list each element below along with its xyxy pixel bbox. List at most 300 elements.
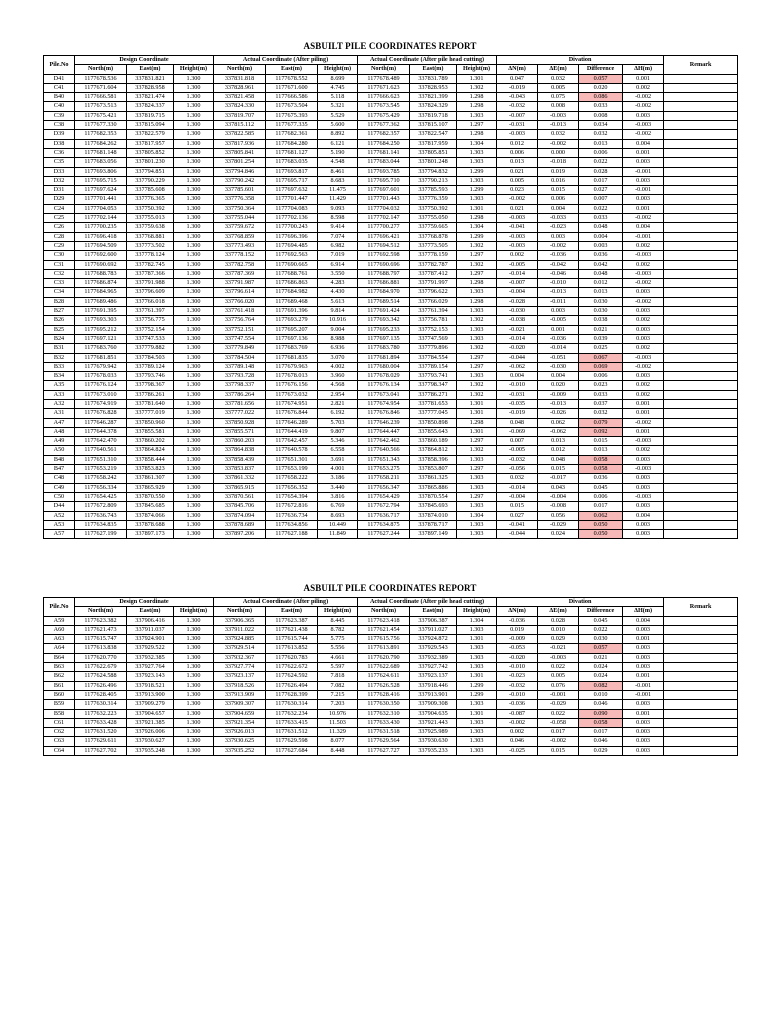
cell-cut-north: 1177696.421 bbox=[358, 232, 410, 241]
cell-cut-east: 337794.832 bbox=[410, 167, 457, 176]
cell-pile-no: C30 bbox=[44, 251, 75, 260]
cell-actual-east: 1177704.083 bbox=[266, 204, 318, 213]
cell-design-north: 1177689.486 bbox=[75, 297, 127, 306]
cell-remark bbox=[664, 437, 738, 446]
cell-delta-h: 0.004 bbox=[623, 511, 664, 520]
cell-actual-height: 5.600 bbox=[318, 121, 358, 130]
header-deviation: Divation bbox=[497, 598, 664, 607]
cell-cut-east: 337761.394 bbox=[410, 307, 457, 316]
cell-difference: 0.012 bbox=[579, 279, 623, 288]
cell-actual-height: 8.892 bbox=[318, 130, 358, 139]
cell-actual-east: 1177682.361 bbox=[266, 130, 318, 139]
cell-cut-north: 1177621.454 bbox=[358, 625, 410, 634]
pile-coordinates-table-2 bbox=[43, 597, 738, 756]
cell-pile-no: C62 bbox=[44, 728, 75, 737]
cell-actual-height: 3.070 bbox=[318, 353, 358, 362]
cell-cut-east: 337747.569 bbox=[410, 334, 457, 343]
cell-delta-e: -0.005 bbox=[538, 316, 579, 325]
cell-remark bbox=[664, 148, 738, 157]
cell-remark bbox=[664, 427, 738, 436]
cell-delta-h: -0.002 bbox=[623, 418, 664, 427]
cell-design-east: 337850.960 bbox=[127, 418, 174, 427]
header-delta-h: ΔH(m) bbox=[623, 607, 664, 616]
cell-difference: 0.062 bbox=[579, 511, 623, 520]
cell-design-height: 1.300 bbox=[174, 288, 214, 297]
cell-delta-n: 0.019 bbox=[497, 625, 538, 634]
cell-delta-h: 0.003 bbox=[623, 158, 664, 167]
cell-design-height: 1.300 bbox=[174, 214, 214, 223]
table-row bbox=[44, 737, 738, 746]
table-row bbox=[44, 446, 738, 455]
cell-actual-north: 337790.242 bbox=[214, 176, 266, 185]
cell-pile-no: C33 bbox=[44, 279, 75, 288]
cell-design-east: 337858.444 bbox=[127, 455, 174, 464]
table-row bbox=[44, 297, 738, 306]
cell-delta-h: 0.001 bbox=[623, 204, 664, 213]
cell-delta-n: -0.009 bbox=[497, 635, 538, 644]
table-row bbox=[44, 718, 738, 727]
cell-cut-east: 337821.399 bbox=[410, 93, 457, 102]
cell-cut-east: 337858.396 bbox=[410, 455, 457, 464]
cell-remark bbox=[664, 455, 738, 464]
cell-delta-h: 0.001 bbox=[623, 635, 664, 644]
table-row bbox=[44, 663, 738, 672]
cell-actual-east: 1177666.586 bbox=[266, 93, 318, 102]
cell-delta-n: 0.004 bbox=[497, 372, 538, 381]
cell-delta-h: 0.003 bbox=[623, 700, 664, 709]
cell-cut-north: 1177682.357 bbox=[358, 130, 410, 139]
cell-design-height: 1.300 bbox=[174, 635, 214, 644]
cell-design-height: 1.300 bbox=[174, 465, 214, 474]
cell-actual-east: 1177677.335 bbox=[266, 121, 318, 130]
cell-design-north: 1177653.219 bbox=[75, 465, 127, 474]
cell-cut-north: 1177697.601 bbox=[358, 186, 410, 195]
cell-delta-h: -0.002 bbox=[623, 362, 664, 371]
cell-actual-north: 337923.137 bbox=[214, 672, 266, 681]
cell-design-east: 337801.230 bbox=[127, 158, 174, 167]
cell-cut-east: 337906.387 bbox=[410, 616, 457, 625]
cell-pile-no: C29 bbox=[44, 241, 75, 250]
cell-remark bbox=[664, 279, 738, 288]
table-row bbox=[44, 728, 738, 737]
cell-delta-e: 0.048 bbox=[538, 455, 579, 464]
cell-design-north: 1177671.604 bbox=[75, 83, 127, 92]
cell-actual-east: 1177681.835 bbox=[266, 353, 318, 362]
cell-cut-east: 337932.389 bbox=[410, 653, 457, 662]
header-remark: Remark bbox=[664, 56, 738, 75]
cell-remark bbox=[664, 653, 738, 662]
cell-actual-east: 1177644.419 bbox=[266, 427, 318, 436]
cell-difference: 0.057 bbox=[579, 644, 623, 653]
cell-design-north: 1177700.235 bbox=[75, 223, 127, 232]
cell-cut-height: 1.297 bbox=[457, 492, 497, 501]
cell-delta-n: 0.047 bbox=[497, 74, 538, 83]
cell-cut-east: 337778.159 bbox=[410, 251, 457, 260]
cell-cut-height: 1.304 bbox=[457, 223, 497, 232]
cell-cut-height: 1.303 bbox=[457, 700, 497, 709]
table-row bbox=[44, 214, 738, 223]
cell-cut-east: 337929.543 bbox=[410, 644, 457, 653]
cell-design-height: 1.300 bbox=[174, 409, 214, 418]
cell-delta-h: 0.001 bbox=[623, 427, 664, 436]
cell-delta-n: -0.021 bbox=[497, 325, 538, 334]
table-row bbox=[44, 502, 738, 511]
cell-delta-n: 0.007 bbox=[497, 437, 538, 446]
cell-design-height: 1.300 bbox=[174, 362, 214, 371]
cell-cut-east: 337870.554 bbox=[410, 492, 457, 501]
cell-delta-e: 0.016 bbox=[538, 176, 579, 185]
cell-cut-height: 1.303 bbox=[457, 372, 497, 381]
table-row bbox=[44, 121, 738, 130]
cell-delta-h: -0.002 bbox=[623, 279, 664, 288]
cell-design-east: 337787.366 bbox=[127, 269, 174, 278]
cell-pile-no: A63 bbox=[44, 635, 75, 644]
cell-cut-north: 1177683.044 bbox=[358, 158, 410, 167]
cell-actual-north: 337913.909 bbox=[214, 690, 266, 699]
cell-cut-height: 1.302 bbox=[457, 316, 497, 325]
cell-pile-no: C41 bbox=[44, 83, 75, 92]
cell-pile-no: B27 bbox=[44, 307, 75, 316]
cell-design-north: 1177684.965 bbox=[75, 288, 127, 297]
table-row bbox=[44, 102, 738, 111]
cell-difference: 0.007 bbox=[579, 195, 623, 204]
cell-delta-h: 0.003 bbox=[623, 737, 664, 746]
cell-cut-north: 1177631.518 bbox=[358, 728, 410, 737]
cell-cut-north: 1177683.780 bbox=[358, 344, 410, 353]
cell-difference: 0.036 bbox=[579, 474, 623, 483]
table-row bbox=[44, 746, 738, 755]
cell-design-east: 337926.006 bbox=[127, 728, 174, 737]
cell-cut-height: 1.303 bbox=[457, 148, 497, 157]
cell-actual-height: 11.503 bbox=[318, 718, 358, 727]
cell-pile-no: A64 bbox=[44, 644, 75, 653]
cell-design-east: 337790.229 bbox=[127, 176, 174, 185]
cell-remark bbox=[664, 483, 738, 492]
cell-design-north: 1177695.212 bbox=[75, 325, 127, 334]
cell-design-north: 1177631.520 bbox=[75, 728, 127, 737]
cell-actual-height: 5.775 bbox=[318, 635, 358, 644]
cell-cut-height: 1.297 bbox=[457, 269, 497, 278]
cell-delta-n: -0.004 bbox=[497, 288, 538, 297]
header-design-coordinate: Design Coordinate bbox=[75, 598, 214, 607]
cell-delta-e: -0.003 bbox=[538, 111, 579, 120]
cell-remark bbox=[664, 418, 738, 427]
header-pile-no: Pile.No bbox=[44, 56, 75, 75]
cell-remark bbox=[664, 176, 738, 185]
cell-cut-east: 337913.901 bbox=[410, 690, 457, 699]
cell-delta-e: 0.062 bbox=[538, 418, 579, 427]
cell-cut-east: 337918.446 bbox=[410, 681, 457, 690]
cell-cut-height: 1.298 bbox=[457, 102, 497, 111]
cell-delta-e: 0.020 bbox=[538, 381, 579, 390]
cell-design-east: 337776.365 bbox=[127, 195, 174, 204]
cell-delta-n: 0.012 bbox=[497, 139, 538, 148]
cell-actual-east: 1177692.563 bbox=[266, 251, 318, 260]
cell-delta-e: -0.013 bbox=[538, 121, 579, 130]
cell-actual-east: 1177656.352 bbox=[266, 483, 318, 492]
cell-cut-north: 1177629.564 bbox=[358, 737, 410, 746]
cell-design-height: 1.300 bbox=[174, 492, 214, 501]
cell-design-height: 1.300 bbox=[174, 709, 214, 718]
cell-cut-east: 337911.027 bbox=[410, 625, 457, 634]
cell-delta-n: 0.005 bbox=[497, 176, 538, 185]
cell-delta-n: -0.007 bbox=[497, 279, 538, 288]
cell-cut-height: 1.301 bbox=[457, 635, 497, 644]
cell-actual-height: 11.429 bbox=[318, 195, 358, 204]
cell-remark bbox=[664, 372, 738, 381]
cell-design-north: 1177693.806 bbox=[75, 167, 127, 176]
cell-design-east: 337817.957 bbox=[127, 139, 174, 148]
cell-pile-no: A33 bbox=[44, 390, 75, 399]
cell-delta-h: -0.003 bbox=[623, 465, 664, 474]
cell-pile-no: B64 bbox=[44, 653, 75, 662]
cell-cut-height: 1.303 bbox=[457, 195, 497, 204]
cell-actual-east: 1177678.013 bbox=[266, 372, 318, 381]
cell-pile-no: C64 bbox=[44, 746, 75, 755]
cell-delta-e: 0.022 bbox=[538, 663, 579, 672]
cell-actual-north: 337784.504 bbox=[214, 353, 266, 362]
cell-design-east: 337924.901 bbox=[127, 635, 174, 644]
cell-actual-east: 1177636.734 bbox=[266, 511, 318, 520]
cell-actual-height: 6.121 bbox=[318, 139, 358, 148]
cell-remark bbox=[664, 241, 738, 250]
cell-cut-height: 1.304 bbox=[457, 139, 497, 148]
cell-actual-east: 1177673.504 bbox=[266, 102, 318, 111]
cell-design-east: 337855.581 bbox=[127, 427, 174, 436]
cell-actual-north: 337878.689 bbox=[214, 520, 266, 529]
cell-delta-n: 0.006 bbox=[497, 148, 538, 157]
cell-pile-no: C34 bbox=[44, 288, 75, 297]
cell-delta-h: 0.003 bbox=[623, 663, 664, 672]
cell-delta-e: -0.013 bbox=[538, 399, 579, 408]
cell-actual-height: 7.203 bbox=[318, 700, 358, 709]
cell-delta-n: -0.053 bbox=[497, 644, 538, 653]
cell-delta-n: -0.010 bbox=[497, 690, 538, 699]
cell-cut-east: 337935.233 bbox=[410, 746, 457, 755]
cell-delta-e: -0.046 bbox=[538, 269, 579, 278]
cell-cut-north: 1177676.134 bbox=[358, 381, 410, 390]
table-row bbox=[44, 251, 738, 260]
cell-cut-height: 1.297 bbox=[457, 362, 497, 371]
cell-design-east: 337860.202 bbox=[127, 437, 174, 446]
cell-actual-height: 4.430 bbox=[318, 288, 358, 297]
cell-actual-height: 5.703 bbox=[318, 418, 358, 427]
cell-cut-east: 337777.045 bbox=[410, 409, 457, 418]
cell-delta-e: 0.003 bbox=[538, 307, 579, 316]
table-row bbox=[44, 465, 738, 474]
cell-actual-east: 1177693.279 bbox=[266, 316, 318, 325]
cell-pile-no: A47 bbox=[44, 418, 75, 427]
cell-design-east: 337789.124 bbox=[127, 362, 174, 371]
table-row bbox=[44, 520, 738, 529]
cell-actual-north: 337796.614 bbox=[214, 288, 266, 297]
cell-design-east: 337935.248 bbox=[127, 746, 174, 755]
cell-remark bbox=[664, 204, 738, 213]
cell-delta-e: 0.005 bbox=[538, 672, 579, 681]
header-design-height: Height(m) bbox=[174, 607, 214, 616]
cell-design-north: 1177628.405 bbox=[75, 690, 127, 699]
cell-pile-no: A35 bbox=[44, 381, 75, 390]
cell-delta-h: 0.004 bbox=[623, 223, 664, 232]
cell-delta-e: -0.009 bbox=[538, 390, 579, 399]
cell-design-north: 1177656.334 bbox=[75, 483, 127, 492]
cell-design-east: 337815.094 bbox=[127, 121, 174, 130]
cell-delta-n: 0.032 bbox=[497, 474, 538, 483]
cell-pile-no: B60 bbox=[44, 690, 75, 699]
cell-cut-east: 337824.329 bbox=[410, 102, 457, 111]
cell-pile-no: B61 bbox=[44, 681, 75, 690]
cell-actual-north: 337909.307 bbox=[214, 700, 266, 709]
header-difference: Difference bbox=[579, 65, 623, 74]
cell-pile-no: B40 bbox=[44, 93, 75, 102]
cell-difference: 0.034 bbox=[579, 121, 623, 130]
cell-design-north: 1177677.330 bbox=[75, 121, 127, 130]
header-cut-height: Height(m) bbox=[457, 65, 497, 74]
cell-design-east: 337782.745 bbox=[127, 260, 174, 269]
cell-delta-h: -0.003 bbox=[623, 251, 664, 260]
cell-actual-east: 1177683.769 bbox=[266, 344, 318, 353]
table-row bbox=[44, 381, 738, 390]
report-title: ASBUILT PILE COORDINATES REPORT bbox=[303, 583, 477, 593]
cell-cut-height: 1.303 bbox=[457, 663, 497, 672]
cell-cut-east: 337793.741 bbox=[410, 372, 457, 381]
cell-actual-east: 1177679.963 bbox=[266, 362, 318, 371]
table-row bbox=[44, 158, 738, 167]
cell-pile-no: B32 bbox=[44, 353, 75, 362]
cell-delta-e: -0.058 bbox=[538, 718, 579, 727]
cell-delta-h: 0.002 bbox=[623, 446, 664, 455]
cell-actual-height: 10.916 bbox=[318, 316, 358, 325]
cell-cut-east: 337924.872 bbox=[410, 635, 457, 644]
cell-actual-north: 337750.364 bbox=[214, 204, 266, 213]
cell-design-north: 1177675.421 bbox=[75, 111, 127, 120]
cell-actual-north: 337831.818 bbox=[214, 74, 266, 83]
cell-delta-h: 0.001 bbox=[623, 148, 664, 157]
cell-cut-north: 1177627.244 bbox=[358, 530, 410, 539]
cell-design-height: 1.300 bbox=[174, 195, 214, 204]
cell-cut-north: 1177692.598 bbox=[358, 251, 410, 260]
cell-actual-north: 337853.837 bbox=[214, 465, 266, 474]
cell-cut-north: 1177676.846 bbox=[358, 409, 410, 418]
cell-design-east: 337904.657 bbox=[127, 709, 174, 718]
cell-delta-h: 0.003 bbox=[623, 474, 664, 483]
cell-design-height: 1.300 bbox=[174, 502, 214, 511]
cell-actual-east: 1177702.136 bbox=[266, 214, 318, 223]
header-design-coordinate: Design Coordinate bbox=[75, 56, 214, 65]
header-cut-height: Height(m) bbox=[457, 607, 497, 616]
cell-actual-height: 6.936 bbox=[318, 344, 358, 353]
cell-cut-height: 1.303 bbox=[457, 307, 497, 316]
cell-design-east: 337821.474 bbox=[127, 93, 174, 102]
cell-difference: 0.027 bbox=[579, 186, 623, 195]
cell-cut-north: 1177695.233 bbox=[358, 325, 410, 334]
cell-cut-east: 337904.635 bbox=[410, 709, 457, 718]
cell-remark bbox=[664, 121, 738, 130]
cell-actual-height: 6.914 bbox=[318, 260, 358, 269]
cell-difference: 0.020 bbox=[579, 83, 623, 92]
cell-design-east: 337759.638 bbox=[127, 223, 174, 232]
cell-actual-north: 337773.493 bbox=[214, 241, 266, 250]
cell-delta-e: -0.003 bbox=[538, 653, 579, 662]
cell-actual-height: 4.548 bbox=[318, 158, 358, 167]
cell-delta-n: -0.032 bbox=[497, 681, 538, 690]
cell-cut-north: 1177691.424 bbox=[358, 307, 410, 316]
cell-design-north: 1177630.314 bbox=[75, 700, 127, 709]
cell-cut-north: 1177622.689 bbox=[358, 663, 410, 672]
cell-design-height: 1.300 bbox=[174, 483, 214, 492]
table-row bbox=[44, 625, 738, 634]
cell-delta-h: 0.001 bbox=[623, 399, 664, 408]
cell-delta-e: -0.021 bbox=[538, 644, 579, 653]
table-row bbox=[44, 681, 738, 690]
cell-actual-north: 337904.659 bbox=[214, 709, 266, 718]
cell-design-east: 337828.958 bbox=[127, 83, 174, 92]
cell-cut-north: 1177666.623 bbox=[358, 93, 410, 102]
cell-pile-no: C48 bbox=[44, 474, 75, 483]
header-delta-e: ΔE(m) bbox=[538, 607, 579, 616]
cell-actual-north: 337759.672 bbox=[214, 223, 266, 232]
cell-delta-h: 0.003 bbox=[623, 728, 664, 737]
cell-design-east: 337874.066 bbox=[127, 511, 174, 520]
cell-actual-height: 6.982 bbox=[318, 241, 358, 250]
cell-difference: 0.058 bbox=[579, 465, 623, 474]
table-row bbox=[44, 455, 738, 464]
cell-difference: 0.022 bbox=[579, 625, 623, 634]
cell-cut-north: 1177684.970 bbox=[358, 288, 410, 297]
cell-cut-height: 1.302 bbox=[457, 390, 497, 399]
cell-actual-east: 1177684.982 bbox=[266, 288, 318, 297]
cell-delta-h: 0.003 bbox=[623, 288, 664, 297]
cell-design-east: 337752.154 bbox=[127, 325, 174, 334]
cell-design-north: 1177683.760 bbox=[75, 344, 127, 353]
cell-pile-no: D33 bbox=[44, 167, 75, 176]
cell-actual-east: 1177697.632 bbox=[266, 186, 318, 195]
cell-delta-e: 0.028 bbox=[538, 616, 579, 625]
cell-delta-n: -0.007 bbox=[497, 111, 538, 120]
cell-design-height: 1.300 bbox=[174, 455, 214, 464]
cell-actual-height: 3.550 bbox=[318, 269, 358, 278]
cell-delta-n: -0.087 bbox=[497, 709, 538, 718]
cell-cut-east: 337909.308 bbox=[410, 700, 457, 709]
cell-delta-n: -0.056 bbox=[497, 465, 538, 474]
cell-cut-north: 1177613.891 bbox=[358, 644, 410, 653]
cell-cut-east: 337819.718 bbox=[410, 111, 457, 120]
cell-delta-n: -0.014 bbox=[497, 334, 538, 343]
cell-design-north: 1177688.783 bbox=[75, 269, 127, 278]
cell-delta-e: -0.036 bbox=[538, 334, 579, 343]
cell-design-east: 337777.019 bbox=[127, 409, 174, 418]
cell-design-north: 1177695.715 bbox=[75, 176, 127, 185]
cell-delta-e: -0.002 bbox=[538, 241, 579, 250]
cell-pile-no: D41 bbox=[44, 74, 75, 83]
cell-actual-north: 337752.151 bbox=[214, 325, 266, 334]
cell-pile-no: C38 bbox=[44, 121, 75, 130]
cell-delta-n: 0.021 bbox=[497, 204, 538, 213]
cell-delta-n: -0.036 bbox=[497, 700, 538, 709]
cell-cut-north: 1177674.954 bbox=[358, 399, 410, 408]
table-row bbox=[44, 616, 738, 625]
cell-cut-north: 1177624.611 bbox=[358, 672, 410, 681]
cell-design-height: 1.300 bbox=[174, 204, 214, 213]
cell-cut-north: 1177651.343 bbox=[358, 455, 410, 464]
cell-delta-e: 0.015 bbox=[538, 465, 579, 474]
cell-pile-no: A48 bbox=[44, 427, 75, 436]
cell-remark bbox=[664, 700, 738, 709]
cell-remark bbox=[664, 316, 738, 325]
table-row bbox=[44, 362, 738, 371]
cell-delta-n: 0.013 bbox=[497, 158, 538, 167]
cell-actual-east: 1177697.136 bbox=[266, 334, 318, 343]
